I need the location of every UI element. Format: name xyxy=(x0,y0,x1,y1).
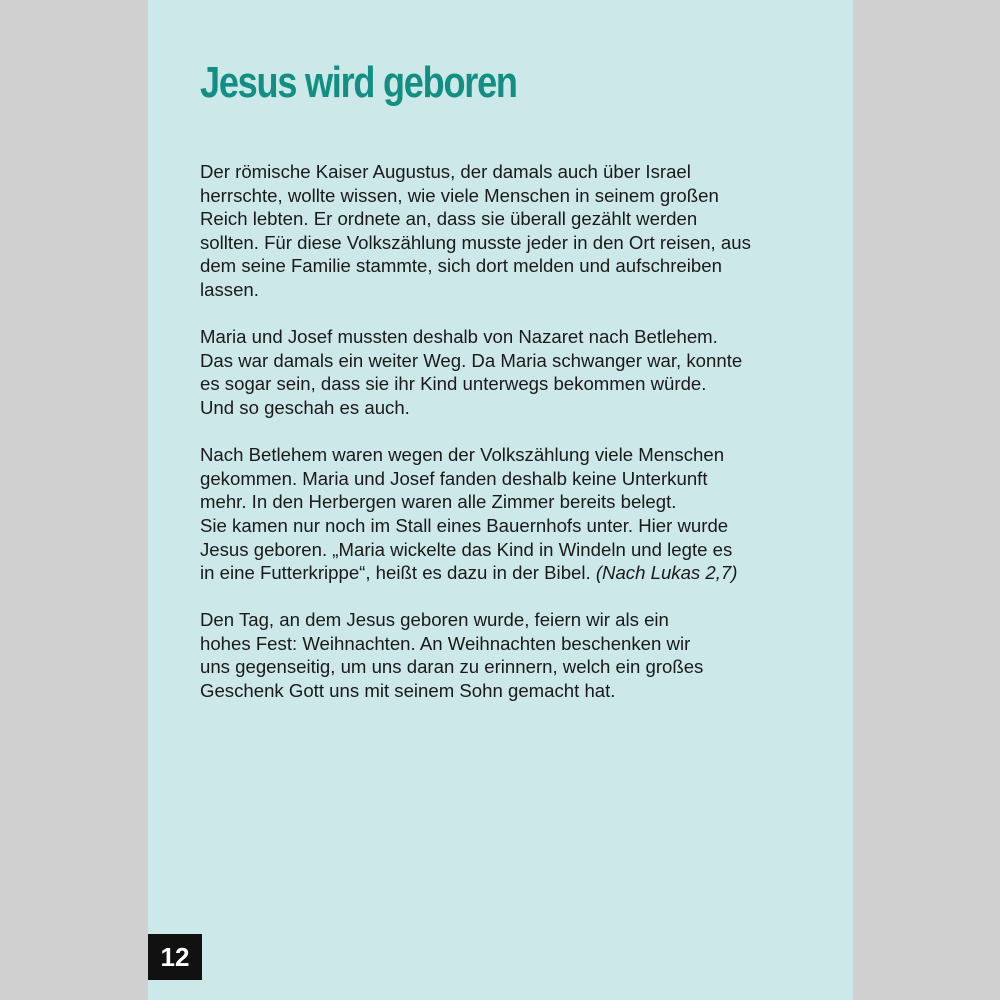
text-line: Sie kamen nur noch im Stall eines Bauernhofs unter. Hier wurde xyxy=(200,514,729,536)
text-line: gekommen. Maria und Josef fanden deshalb keine Unterkunft xyxy=(200,467,708,489)
paragraph-3 xyxy=(200,443,800,585)
text-line: Nach Betlehem waren wegen der Volkszählung viele Menschen xyxy=(200,444,725,466)
text-line: Der römische Kaiser Augustus, der damals auch über Israel xyxy=(200,161,691,182)
text-line: lassen. xyxy=(200,278,259,300)
text-line-content: in eine Futterkrippe“, heißt es dazu in der Bibel. xyxy=(200,562,596,584)
text-line: herrschte, wollte wissen, wie viele Menschen in seinem großen xyxy=(200,184,719,206)
book-page xyxy=(148,0,853,1000)
text-line: sollten. Für diese Volkszählung musste jeder in den Ort reisen, aus xyxy=(200,231,751,253)
text-line: Reich lebten. Er ordnete an, dass sie überall gezählt werden xyxy=(200,208,698,230)
text-line: hohes Fest: Weihnachten. An Weihnachten beschenken wir xyxy=(200,632,691,654)
paragraph-4 xyxy=(200,608,800,702)
text-line: Das war damals ein weiter Weg. Da Maria schwanger war, konnte xyxy=(200,349,743,371)
text-line: dem seine Familie stammte, sich dort melden und aufschreiben xyxy=(200,255,722,277)
text-line: Jesus geboren. „Maria wickelte das Kind in Windeln und legte es xyxy=(200,538,733,560)
paragraph-1 xyxy=(200,160,800,302)
text-line: Geschenk Gott uns mit seinem Sohn gemacht hat. xyxy=(200,680,616,702)
text-line: mehr. In den Herbergen waren alle Zimmer bereits belegt. xyxy=(200,491,677,513)
body-text xyxy=(200,160,800,726)
paragraph-2 xyxy=(200,325,800,419)
text-line: Und so geschah es auch. xyxy=(200,396,410,418)
text-line: uns gegenseitig, um uns daran zu erinnern, welch ein großes xyxy=(200,656,704,678)
text-line: Den Tag, an dem Jesus geboren wurde, feiern wir als ein xyxy=(200,609,669,631)
page-number: 12 xyxy=(148,934,202,980)
text-line: es sogar sein, dass sie ihr Kind unterwegs bekommen würde. xyxy=(200,373,707,395)
page-title: Jesus wird geboren xyxy=(200,58,517,107)
text-line: Maria und Josef mussten deshalb von Nazaret nach Betlehem. xyxy=(200,326,718,348)
text-line xyxy=(200,561,800,585)
bible-citation: (Nach Lukas 2,7) xyxy=(595,562,738,584)
